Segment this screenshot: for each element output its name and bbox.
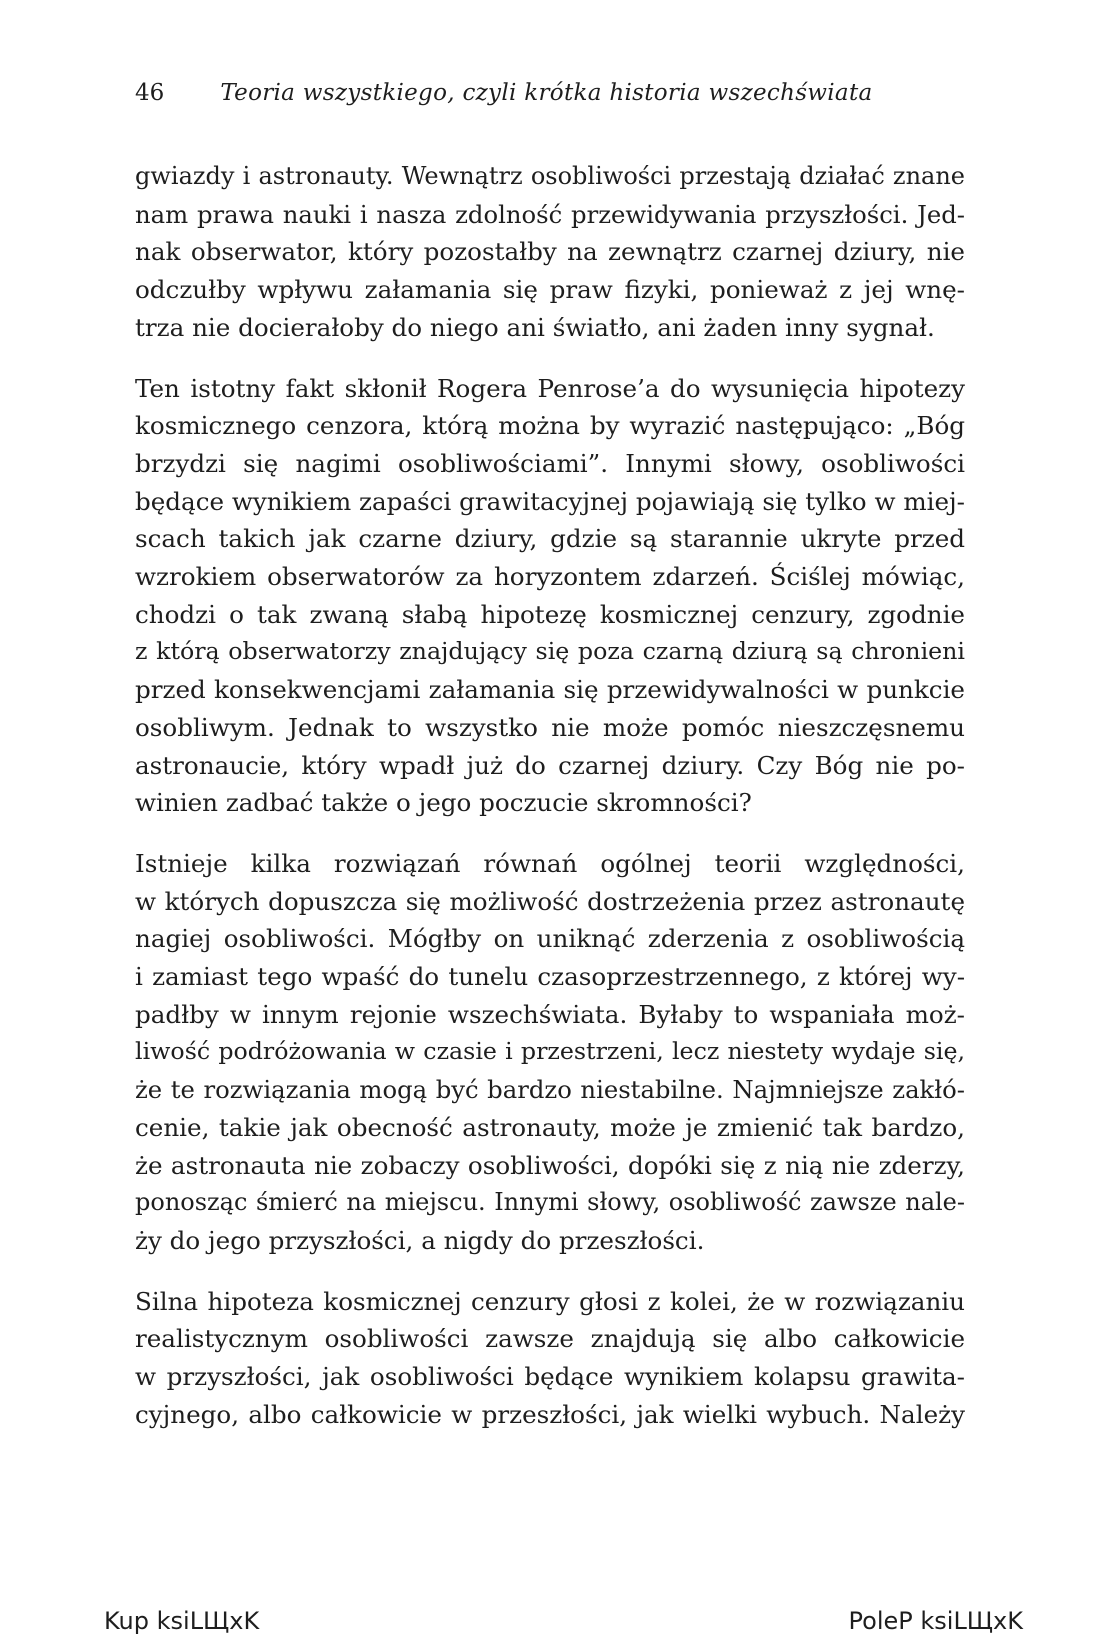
body-text	[135, 158, 965, 1457]
running-title: Teoria wszystkiego, czyli krótka historia wszechświata	[220, 80, 873, 106]
text-line: przed konsekwencjami załamania się przewidywalności w punkcie	[135, 675, 965, 705]
buy-book-link[interactable]: Kup ksiLЩxK	[104, 1607, 260, 1635]
page-number: 46	[135, 80, 165, 106]
text-line: ży do jego przyszłości, a nigdy do przeszłości.	[135, 1225, 705, 1255]
text-line: padłby w innym rejonie wszechświata. Byłaby to wspaniała moż-	[135, 999, 965, 1029]
paragraph	[135, 158, 965, 347]
text-line: w przyszłości, jak osobliwości będące wynikiem kolapsu grawita-	[135, 1362, 965, 1392]
text-line: winien zadbać także o jego poczucie skromności?	[135, 788, 752, 818]
text-line: Ten istotny fakt skłonił Rogera Penrose’a do wysunięcia hipotezy	[135, 373, 965, 403]
text-line: osobliwym. Jednak to wszystko nie może pomóc nieszczęsnemu	[135, 712, 965, 742]
text-line: w których dopuszcza się możliwość dostrzeżenia przez astronautę	[135, 886, 965, 916]
page-header	[135, 80, 873, 106]
text-line: wzrokiem obserwatorów za horyzontem zdarzeń. Ściślej mówiąc,	[135, 562, 965, 592]
text-line: Istnieje kilka rozwiązań równań ogólnej teorii względności,	[135, 848, 965, 878]
text-line: nagiej osobliwości. Mógłby on uniknąć zderzenia z osobliwością	[135, 924, 965, 954]
text-line: liwość podróżowania w czasie i przestrzeni, lecz niestety wydaje się,	[135, 1037, 965, 1066]
text-line: cyjnego, albo całkowicie w przeszłości, jak wielki wybuch. Należy	[135, 1399, 965, 1429]
recommend-book-link[interactable]: PoleP ksiLЩxK	[848, 1607, 1023, 1635]
text-line: gwiazdy i astronauty. Wewnątrz osobliwości przestają działać znane	[135, 162, 965, 190]
text-line: realistycznym osobliwości zawsze znajdują się albo całkowicie	[135, 1324, 965, 1354]
text-line: i zamiast tego wpaść do tunelu czasoprzestrzennego, z której wy-	[135, 962, 965, 992]
text-line: scach takich jak czarne dziury, gdzie są starannie ukryte przed	[135, 524, 965, 554]
paragraph	[135, 1283, 965, 1434]
text-line: Silna hipoteza kosmicznej cenzury głosi z kolei, że w rozwiązaniu	[135, 1286, 965, 1316]
text-line: że astronauta nie zobaczy osobliwości, dopóki się z nią nie zderzy,	[135, 1150, 965, 1180]
text-line: z którą obserwatorzy znajdujący się poza czarną dziurą są chronieni	[135, 637, 965, 666]
text-line: będące wynikiem zapaści grawitacyjnej pojawiają się tylko w miej-	[135, 486, 965, 516]
text-line: ponosząc śmierć na miejscu. Innymi słowy, osobliwość zawsze nale-	[135, 1188, 965, 1217]
text-line: chodzi o tak zwaną słabą hipotezę kosmicznej cenzury, zgodnie	[135, 599, 965, 629]
text-line: że te rozwiązania mogą być bardzo niestabilne. Najmniejsze zakłó-	[135, 1075, 965, 1105]
text-line: cenie, takie jak obecność astronauty, może je zmienić tak bardzo,	[135, 1112, 965, 1142]
text-line: nak obserwator, który pozostałby na zewnątrz czarnej dziury, nie	[135, 237, 965, 267]
text-line: odczułby wpływu załamania się praw fizyki, ponieważ z jej wnę-	[135, 275, 965, 305]
text-line: astronaucie, który wpadł już do czarnej dziury. Czy Bóg nie po-	[135, 750, 965, 780]
text-line: brzydzi się nagimi osobliwościami”. Innymi słowy, osobliwości	[135, 448, 965, 478]
text-line: nam prawa nauki i nasza zdolność przewidywania przyszłości. Jed-	[135, 199, 965, 229]
paragraph	[135, 370, 965, 822]
text-line: kosmicznego cenzora, którą można by wyrazić następująco: „Bóg	[135, 411, 965, 441]
text-line: trza nie docierałoby do niego ani światło, ani żaden inny sygnał.	[135, 312, 935, 342]
paragraph	[135, 845, 965, 1260]
